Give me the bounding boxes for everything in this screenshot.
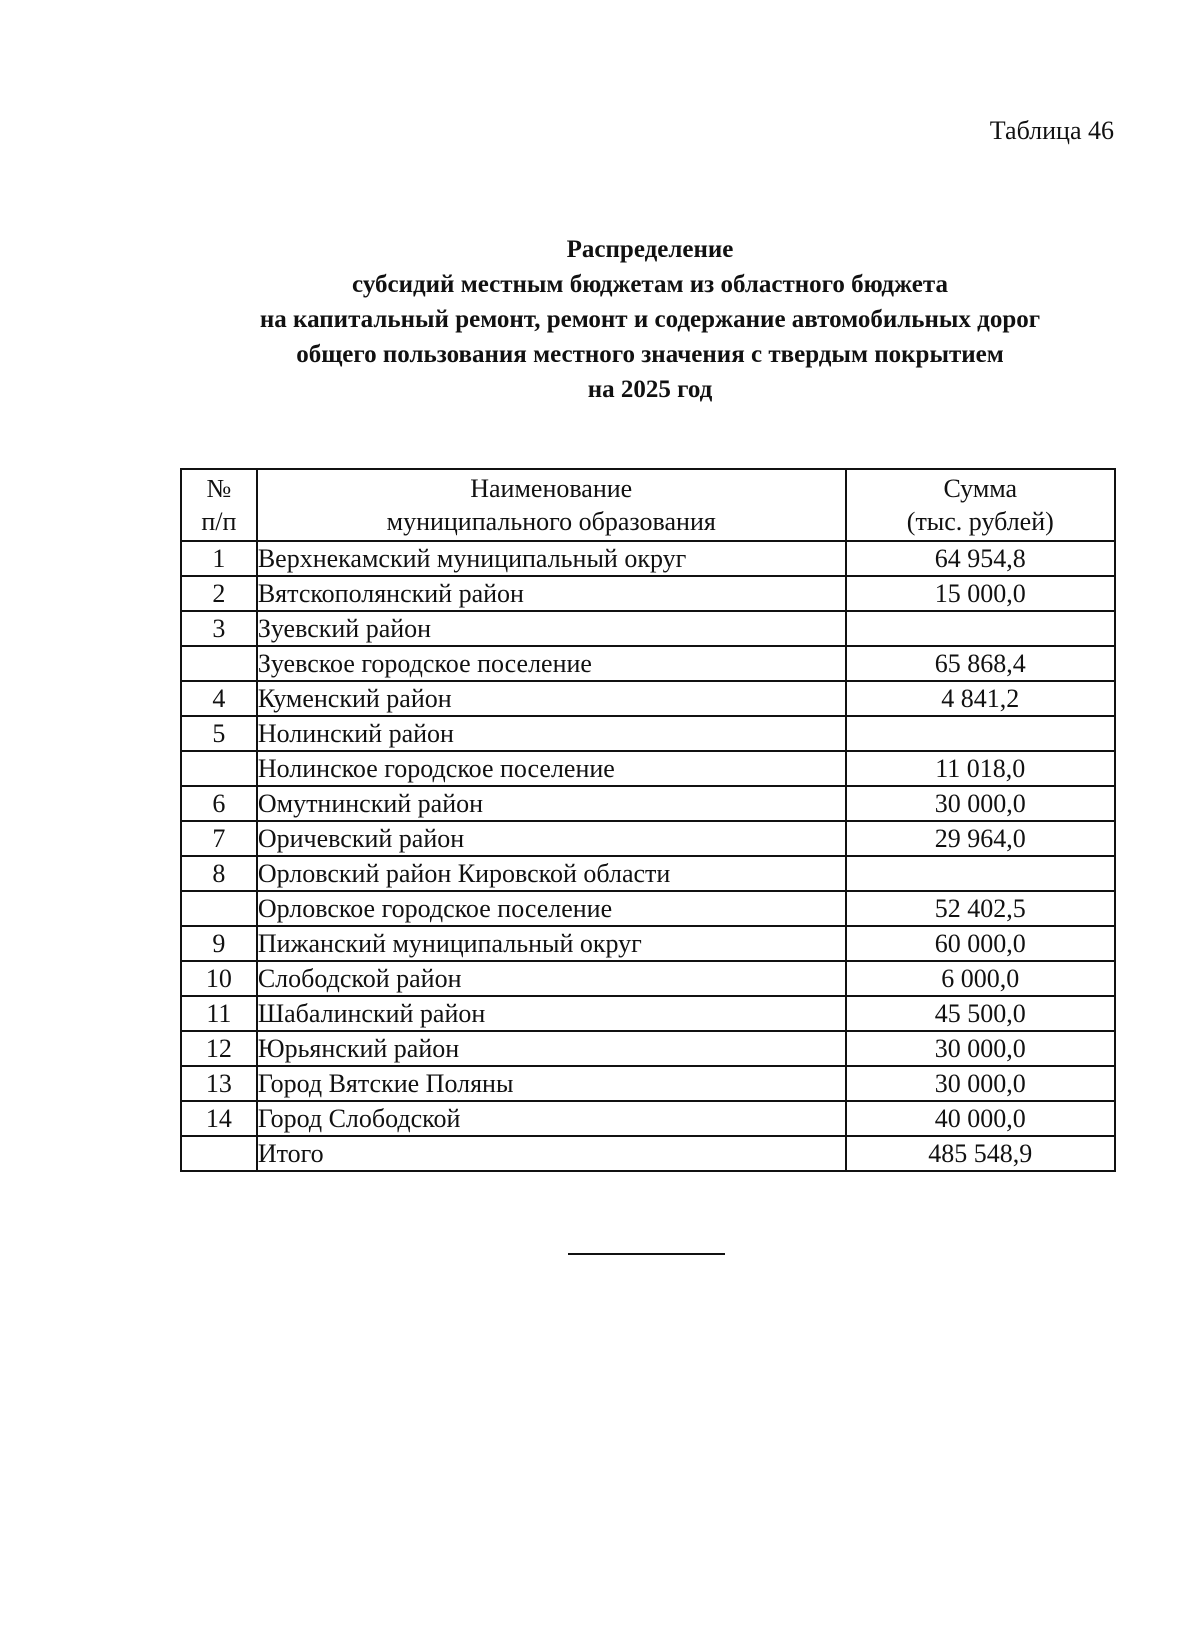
header-name-line: муниципального образования (386, 507, 716, 536)
row-sum: 40 000,0 (846, 1101, 1115, 1136)
row-number: 12 (181, 1031, 257, 1066)
row-sum: 65 868,4 (846, 646, 1115, 681)
row-name: Нолинское городское поселение (257, 751, 846, 786)
row-name: Итого (257, 1136, 846, 1171)
table-row (181, 576, 1115, 611)
row-sum: 4 841,2 (846, 681, 1115, 716)
table-row (181, 961, 1115, 996)
row-sum: 29 964,0 (846, 821, 1115, 856)
row-sum: 485 548,9 (846, 1136, 1115, 1171)
row-name: Пижанский муниципальный округ (257, 926, 846, 961)
row-name: Зуевский район (257, 611, 846, 646)
row-number: 1 (181, 541, 257, 576)
table-row (181, 926, 1115, 961)
row-number (181, 751, 257, 786)
row-sum: 30 000,0 (846, 1031, 1115, 1066)
row-name: Слободской район (257, 961, 846, 996)
row-sum: 11 018,0 (846, 751, 1115, 786)
row-number: 9 (181, 926, 257, 961)
header-sum-line: (тыс. рублей) (906, 507, 1054, 536)
row-name: Куменский район (257, 681, 846, 716)
header-sum (846, 469, 1115, 541)
row-sum: 52 402,5 (846, 891, 1115, 926)
row-number: 11 (181, 996, 257, 1031)
title-line: на 2025 год (587, 376, 713, 403)
table-row (181, 786, 1115, 821)
row-number: 14 (181, 1101, 257, 1136)
table-row (181, 996, 1115, 1031)
table-row (181, 1066, 1115, 1101)
title-line: субсидий местным бюджетам из областного бюджета (352, 271, 948, 298)
row-sum: 15 000,0 (846, 576, 1115, 611)
row-number (181, 646, 257, 681)
end-divider (568, 1253, 725, 1255)
row-number: 13 (181, 1066, 257, 1101)
row-name: Орловское городское поселение (257, 891, 846, 926)
table-row (181, 611, 1115, 646)
row-name: Город Вятские Поляны (257, 1066, 846, 1101)
row-sum (846, 716, 1115, 751)
row-sum: 60 000,0 (846, 926, 1115, 961)
table-row (181, 821, 1115, 856)
table-row (181, 1136, 1115, 1171)
row-name: Верхнекамский муниципальный округ (257, 541, 846, 576)
row-number: 4 (181, 681, 257, 716)
row-sum (846, 856, 1115, 891)
header-name (257, 469, 846, 541)
table-row (181, 856, 1115, 891)
row-number: 7 (181, 821, 257, 856)
table-row (181, 751, 1115, 786)
table-row (181, 681, 1115, 716)
table-header-row (181, 469, 1115, 541)
header-number-line: № (206, 474, 232, 503)
row-number: 3 (181, 611, 257, 646)
document-title (180, 232, 1120, 407)
row-sum (846, 611, 1115, 646)
row-name: Шабалинский район (257, 996, 846, 1031)
title-line: общего пользования местного значения с твердым покрытием (296, 341, 1004, 368)
table-body (181, 541, 1115, 1171)
table-row (181, 541, 1115, 576)
row-name: Нолинский район (257, 716, 846, 751)
row-number: 2 (181, 576, 257, 611)
row-number: 5 (181, 716, 257, 751)
title-line: на капитальный ремонт, ремонт и содержание автомобильных дорог (259, 306, 1041, 333)
subsidy-distribution-table (180, 468, 1116, 1172)
table-row (181, 1031, 1115, 1066)
header-number (181, 469, 257, 541)
table-number-label: Таблица 46 (989, 116, 1114, 145)
row-number: 10 (181, 961, 257, 996)
header-number-line: п/п (201, 507, 237, 536)
row-name: Вятскополянский район (257, 576, 846, 611)
row-sum: 64 954,8 (846, 541, 1115, 576)
row-sum: 45 500,0 (846, 996, 1115, 1031)
row-sum: 30 000,0 (846, 1066, 1115, 1101)
header-sum-line: Сумма (943, 474, 1018, 503)
row-name: Зуевское городское поселение (257, 646, 846, 681)
table-row (181, 716, 1115, 751)
table-row (181, 1101, 1115, 1136)
row-name: Город Слободской (257, 1101, 846, 1136)
row-number: 8 (181, 856, 257, 891)
table-row (181, 646, 1115, 681)
row-sum: 30 000,0 (846, 786, 1115, 821)
row-number (181, 891, 257, 926)
row-name: Омутнинский район (257, 786, 846, 821)
row-name: Юрьянский район (257, 1031, 846, 1066)
row-number: 6 (181, 786, 257, 821)
table-row (181, 891, 1115, 926)
title-line: Распределение (566, 236, 734, 263)
row-name: Оричевский район (257, 821, 846, 856)
header-name-line: Наименование (470, 474, 633, 503)
row-sum: 6 000,0 (846, 961, 1115, 996)
row-name: Орловский район Кировской области (257, 856, 846, 891)
row-number (181, 1136, 257, 1171)
